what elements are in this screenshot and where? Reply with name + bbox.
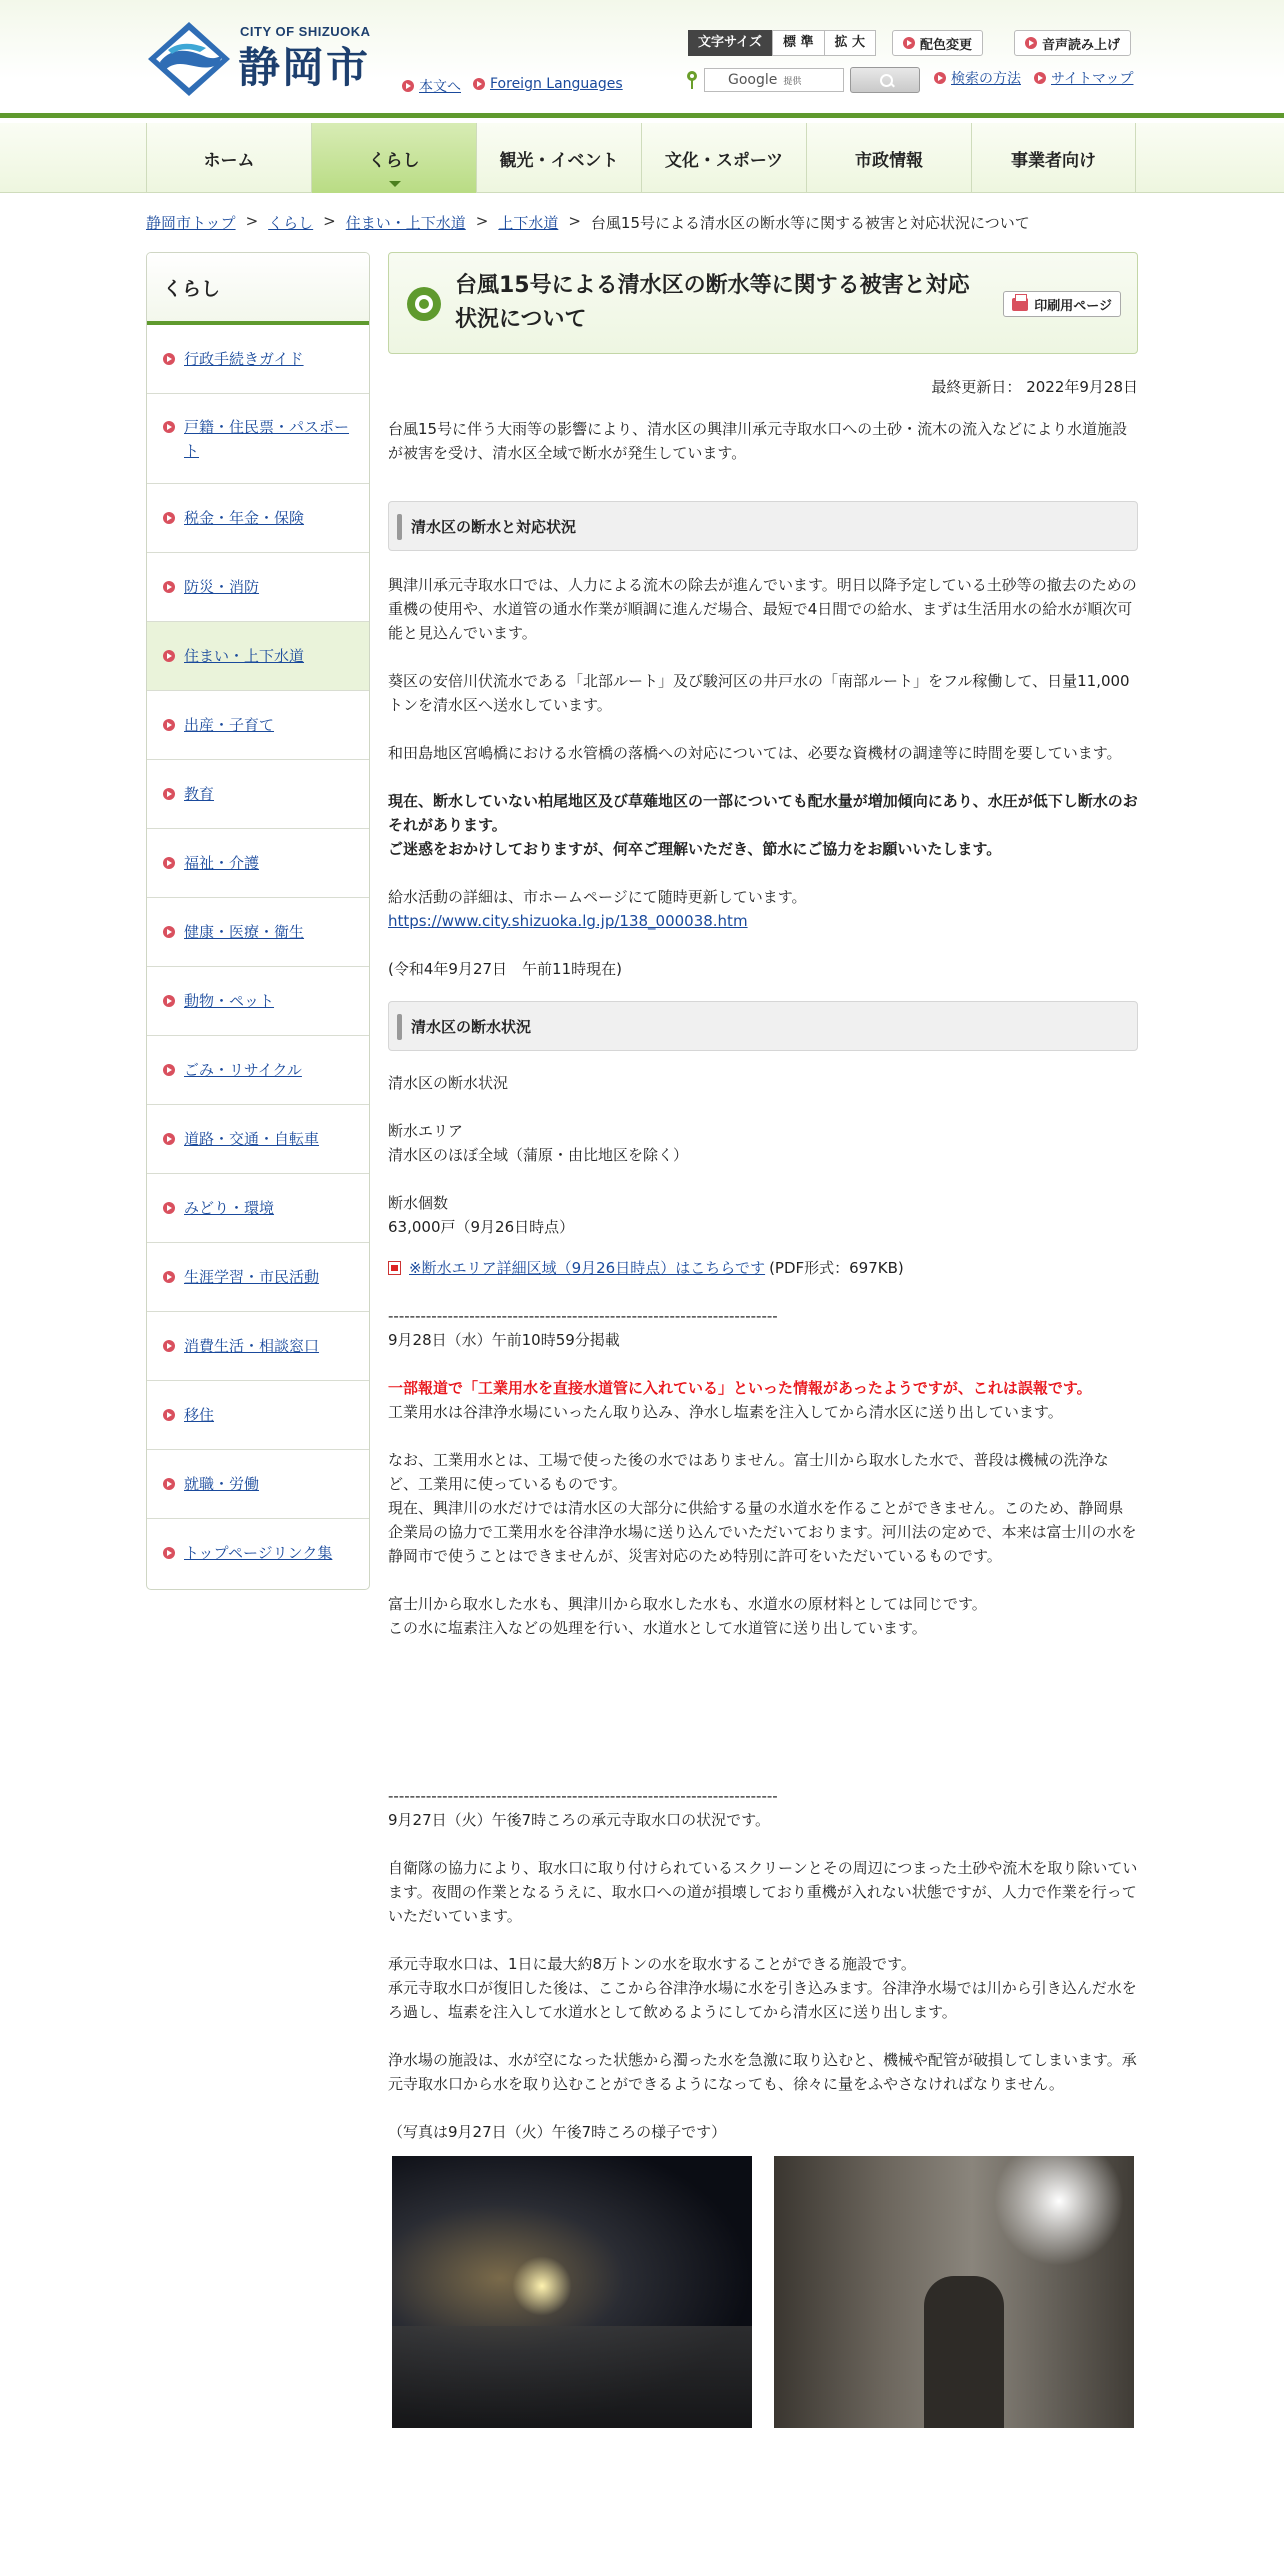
paragraph: 浄水場の施設は、水が空になった状態から濁った水を急激に取り込むと、機械や配管が破損してしまいます。承元寺取水口から水を取り込むことができるようになっても、徐々に量をふやさなければなりません。: [388, 2051, 1137, 2093]
logo-text-jp[interactable]: 静岡市: [238, 43, 371, 92]
arrow-bullet-icon: [163, 512, 175, 524]
pdf-info: (PDF形式：697KB): [769, 1259, 904, 1277]
font-large-button[interactable]: 拡 大: [825, 30, 877, 56]
night-work-photo: [392, 2156, 752, 2428]
sidebar-item-label[interactable]: 税金・年金・保険: [184, 509, 305, 527]
page-title: 台風15号による清水区の断水等に関する被害と対応状況について: [455, 273, 970, 332]
arrow-bullet-icon: [163, 1271, 175, 1283]
outage-area-label: 断水エリア: [388, 1122, 464, 1140]
print-page-label: 印刷用ページ: [1034, 298, 1112, 314]
sidebar-item-label[interactable]: みどり・環境: [184, 1199, 275, 1217]
paragraph: 現在、興津川の水だけでは清水区の大部分に供給する量の水道水を作ることができません。このため、静岡県企業局の協力で工業用水を谷津浄水場に送り込んでいただいております。河川法の定めで、本来は富士川の水を静岡市で使うことはできませんが、災害対応のため特別に許可をいただいているものです。: [388, 1499, 1137, 1565]
sidebar-item-childcare[interactable]: [147, 691, 369, 760]
arrow-bullet-icon: [163, 1340, 175, 1352]
correction-notice: 一部報道で「工業用水を直接水道管に入れている」といった情報があったようですが、これは誤報です。: [388, 1379, 1092, 1397]
sidebar-item-label[interactable]: 行政手続きガイド: [184, 350, 304, 368]
sidebar-item-roads[interactable]: [147, 1105, 369, 1174]
arrow-bullet-icon: [163, 1409, 175, 1421]
sidebar-item-label[interactable]: トップページリンク集: [184, 1544, 333, 1562]
nav-city-info[interactable]: 市政情報: [806, 123, 971, 193]
arrow-bullet-icon: [1025, 37, 1037, 49]
print-page-button[interactable]: [1003, 291, 1121, 317]
paragraph: 承元寺取水口が復旧した後は、ここから谷津浄水場に水を引き込みます。谷津浄水場では川から引き込んだ水をろ過し、塩素を注入して水道水として飲めるようにしてから清水区に送り出します。: [388, 1979, 1137, 2021]
breadcrumb-item-water[interactable]: 上下水道: [498, 214, 559, 232]
paragraph: 葵区の安倍川伏流水である「北部ルート」及び駿河区の井戸水の「南部ルート」をフル稼働して、日量11,000トンを清水区へ送水しています。: [388, 672, 1130, 714]
sidebar-item-housing-water[interactable]: [147, 622, 369, 691]
paragraph: なお、工業用水とは、工場で使った後の水ではありません。富士川から取水した水で、普段は機械の洗浄など、工業用に使っているものです。: [388, 1451, 1109, 1493]
paragraph: 富士川から取水した水も、興津川から取水した水も、水道水の原材料としては同じです。: [388, 1595, 987, 1613]
arrow-bullet-icon: [402, 80, 414, 92]
arrow-bullet-icon: [163, 1202, 175, 1214]
sidebar-item-label[interactable]: 就職・労働: [184, 1475, 260, 1493]
arrow-bullet-icon: [163, 1547, 175, 1559]
breadcrumb-separator: >: [568, 212, 581, 230]
arrow-bullet-icon: [163, 857, 175, 869]
photo-caption: （写真は9月27日（火）午後7時ころの様子です）: [388, 2123, 727, 2141]
divider-line: ------------------------------------------------------------------------: [388, 1787, 778, 1805]
paragraph: 承元寺取水口は、1日に最大約8万トンの水を取水することができる施設です。: [388, 1955, 916, 1973]
skip-to-content-text[interactable]: 本文へ: [419, 79, 461, 95]
font-size-controls: [688, 30, 876, 56]
paragraph: この水に塩素注入などの処理を行い、水道水として水道管に送り出しています。: [388, 1619, 927, 1637]
nav-kurashi[interactable]: くらし: [311, 123, 476, 193]
arrow-bullet-icon: [163, 719, 175, 731]
paragraph: 興津川承元寺取水口では、人力による流木の除去が進んでいます。明日以降予定している土砂等の撤去のための重機の使用や、水道管の通水作業が順調に進んだ場合、最短で4日間での給水、まずは生活用水の給水が順次可能と見込んでいます。: [388, 576, 1137, 642]
breadcrumb-separator: >: [475, 212, 489, 230]
bold-notice: 現在、断水していない柏尾地区及び草薙地区の一部についても配水量が増加傾向にあり、水圧が低下し断水のおそれがあります。: [388, 792, 1138, 834]
intake-screen-photo: [774, 2156, 1134, 2428]
breadcrumb-separator: >: [323, 212, 336, 230]
breadcrumb: [146, 212, 1030, 233]
site-search: [686, 67, 920, 93]
sidebar-item-procedure-guide[interactable]: [147, 325, 369, 394]
sidebar-item-tax-pension[interactable]: [147, 484, 369, 553]
foreign-languages-text[interactable]: Foreign Languages: [490, 76, 623, 92]
arrow-bullet-icon: [163, 421, 175, 433]
arrow-bullet-icon: [163, 1478, 175, 1490]
photo-gallery: [388, 2156, 1138, 2428]
font-standard-button[interactable]: 標 準: [772, 30, 825, 56]
nav-culture-sports[interactable]: 文化・スポーツ: [641, 123, 806, 193]
sidebar-item-label[interactable]: 消費生活・相談窓口: [184, 1337, 320, 1355]
sidebar-item-garbage[interactable]: [147, 1036, 369, 1105]
arrow-bullet-icon: [163, 581, 175, 593]
post-date: 9月28日（水）午前10時59分掲載: [388, 1331, 620, 1349]
paragraph: 給水活動の詳細は、市ホームページにて随時更新しています。: [388, 888, 807, 906]
font-size-label: 文字サイズ: [688, 30, 772, 56]
status-heading: 清水区の断水状況: [388, 1074, 509, 1092]
sidebar-item-label[interactable]: 戸籍・住民票・パスポート: [184, 418, 350, 460]
timestamp-note: (令和4年9月27日 午前11時現在): [388, 960, 622, 978]
sidebar-item-disaster[interactable]: [147, 553, 369, 622]
last-updated: 最終更新日： 2022年9月28日: [931, 378, 1138, 396]
arrow-bullet-icon: [163, 650, 175, 662]
nav-business[interactable]: 事業者向け: [971, 123, 1136, 193]
water-supply-link[interactable]: https://www.city.shizuoka.lg.jp/138_000038.htm: [388, 912, 748, 930]
search-field-wrap: [704, 68, 844, 92]
section-heading-status: 清水区の断水状況: [388, 1001, 1138, 1051]
logo-text-en: CITY OF SHIZUOKA: [240, 24, 371, 39]
intro-paragraph: 台風15号に伴う大雨等の影響により、清水区の興津川承元寺取水口への土砂・流木の流入などにより水道施設が被害を受け、清水区全域で断水が発生しています。: [388, 420, 1128, 462]
arrow-bullet-icon: [163, 926, 175, 938]
search-method-text[interactable]: 検索の方法: [951, 71, 1021, 87]
paragraph: 和田島地区宮嶋橋における水管橋の落橋への対応については、必要な資機材の調達等に時間を要しています。: [388, 744, 1122, 762]
title-circle-icon: [407, 287, 441, 321]
nav-home[interactable]: ホーム: [146, 123, 311, 193]
sidebar-item-label[interactable]: ごみ・リサイクル: [184, 1061, 302, 1079]
breadcrumb-current: 台風15号による清水区の断水等に関する被害と対応状況について: [590, 214, 1030, 232]
outage-area-value: 清水区のほぼ全域（蒲原・由比地区を除く）: [388, 1146, 689, 1164]
read-aloud-label: 音声読み上げ: [1042, 37, 1121, 53]
nav-tourism-events[interactable]: 観光・イベント: [476, 123, 641, 193]
breadcrumb-separator: >: [245, 212, 259, 230]
sidebar-item-label[interactable]: 健康・医療・衛生: [184, 923, 305, 941]
sidebar-item-label[interactable]: 生涯学習・市民活動: [184, 1268, 320, 1286]
site-header: [0, 0, 1284, 118]
arrow-bullet-icon: [163, 1064, 175, 1076]
search-input[interactable]: [704, 68, 844, 92]
main-content: [388, 252, 1138, 2428]
arrow-bullet-icon: [473, 78, 485, 90]
skip-to-content-link[interactable]: [402, 76, 461, 96]
outage-area-pdf-link[interactable]: ※断水エリア詳細区域（9月26日時点）はこちらです: [409, 1259, 766, 1277]
google-provider-label: 提供: [783, 77, 802, 87]
sidebar-item-label[interactable]: 防災・消防: [184, 578, 260, 596]
color-change-button[interactable]: [892, 30, 983, 56]
foreign-languages-link[interactable]: [473, 76, 623, 92]
section-heading-response: 清水区の断水と対応状況: [388, 501, 1138, 551]
arrow-bullet-icon: [163, 788, 175, 800]
sidebar-item-label[interactable]: 動物・ペット: [184, 992, 275, 1010]
sitemap-text[interactable]: サイトマップ: [1051, 71, 1134, 87]
sidebar-item-label[interactable]: 出産・子育て: [184, 716, 275, 734]
sitemap-link[interactable]: [1034, 68, 1133, 88]
sidebar-item-health[interactable]: [147, 898, 369, 967]
page-title-box: [388, 252, 1138, 354]
bold-notice: ご迷惑をおかけしておりますが、何卒ご理解いただき、節水にご協力をお願いいたします。: [388, 840, 1002, 858]
paragraph: 自衛隊の協力により、取水口に取り付けられているスクリーンとその周辺につまった土砂や流木を取り除いています。夜間の作業となるうえに、取水口への道が損壊しており重機が入れない状態ですが、人力で作業を行っていただいています。: [388, 1859, 1138, 1925]
arrow-bullet-icon: [903, 37, 915, 49]
sidebar-item-family-register[interactable]: [147, 394, 369, 484]
breadcrumb-item-top[interactable]: 静岡市トップ: [146, 214, 236, 232]
location-pin-icon: [686, 71, 698, 89]
search-method-link[interactable]: [934, 68, 1021, 88]
sidebar-item-pets[interactable]: [147, 967, 369, 1036]
arrow-bullet-icon: [163, 353, 175, 365]
sidebar-item-label[interactable]: 住まい・上下水道: [184, 647, 305, 665]
sidebar-list: [147, 325, 369, 1588]
sidebar-item-label[interactable]: 福祉・介護: [184, 854, 260, 872]
sidebar-item-welfare[interactable]: [147, 829, 369, 898]
pdf-row: [388, 1257, 1138, 1278]
outage-count-value: 63,000戸（9月26日時点）: [388, 1218, 575, 1236]
arrow-bullet-icon: [1034, 72, 1046, 84]
sidebar-item-top-links[interactable]: [147, 1519, 369, 1588]
search-button[interactable]: [850, 67, 920, 93]
sidebar: [146, 252, 370, 1590]
paragraph: 工業用水は谷津浄水場にいったん取り込み、浄水し塩素を注入してから清水区に送り出しています。: [388, 1403, 1063, 1421]
divider-line: ------------------------------------------------------------------------: [388, 1307, 778, 1325]
outage-count-label: 断水個数: [388, 1194, 449, 1212]
global-nav: [0, 123, 1284, 193]
pdf-icon: [388, 1261, 401, 1275]
shizuoka-city-logo-icon[interactable]: [146, 20, 232, 98]
arrow-bullet-icon: [163, 995, 175, 1007]
sidebar-item-environment[interactable]: [147, 1174, 369, 1243]
printer-icon: [1012, 298, 1028, 311]
sidebar-title: くらし: [147, 253, 369, 325]
breadcrumb-item-housing[interactable]: 住まい・上下水道: [345, 214, 466, 232]
arrow-bullet-icon: [163, 1133, 175, 1145]
sidebar-item-migration[interactable]: [147, 1381, 369, 1450]
sidebar-item-consumer[interactable]: [147, 1312, 369, 1381]
arrow-bullet-icon: [934, 72, 946, 84]
color-change-label: 配色変更: [920, 37, 973, 53]
post-date: 9月27日（火）午後7時ころの承元寺取水口の状況です。: [388, 1811, 770, 1829]
sidebar-item-lifelong-learning[interactable]: [147, 1243, 369, 1312]
sidebar-item-label[interactable]: 移住: [184, 1406, 215, 1424]
google-label: Google: [728, 72, 778, 88]
sidebar-item-employment[interactable]: [147, 1450, 369, 1519]
sidebar-item-label[interactable]: 道路・交通・自転車: [184, 1130, 320, 1148]
breadcrumb-item-kurashi[interactable]: くらし: [268, 214, 314, 232]
sidebar-item-label[interactable]: 教育: [184, 785, 215, 803]
read-aloud-button[interactable]: [1014, 30, 1131, 56]
sidebar-item-education[interactable]: [147, 760, 369, 829]
